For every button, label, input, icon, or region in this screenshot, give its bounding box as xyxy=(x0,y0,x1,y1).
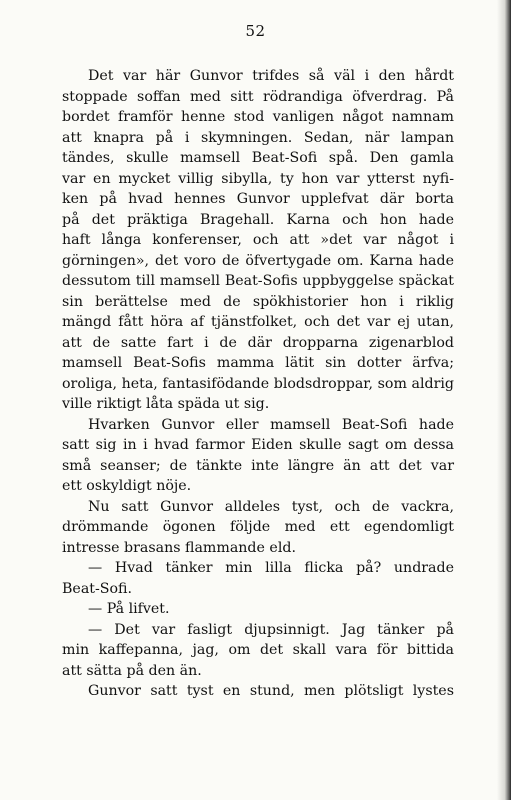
text-line: oroliga, heta, fantasifödande blodsdroppar, som aldrig xyxy=(62,375,454,392)
text-line: sin berättelse med de spökhistorier hon i riklig xyxy=(62,293,454,310)
text-line: tändes, skulle mamsell Beat-Sofi spå. Den gamla xyxy=(62,150,454,166)
page-edge xyxy=(497,0,511,800)
text-line: på det präktiga Bragehall. Karna och hon hade xyxy=(62,211,454,228)
text-line: bordet framför henne stod vanligen något namnam xyxy=(62,109,454,125)
text-line: Beat-Sofi. xyxy=(62,580,133,597)
text-line: mamsell Beat-Sofis mamma lätit sin dotter ärfva; xyxy=(62,355,454,371)
text-line: mängd fått höra af tjänstfolket, och det var ej utan, xyxy=(62,314,454,330)
text-line: Gunvor satt tyst en stund, men plötsligt lystes xyxy=(88,683,454,699)
text-line: att knapra på i skymningen. Sedan, när lampan xyxy=(62,129,454,146)
text-line: min kaffepanna, jag, om det skall vara för bittida xyxy=(62,642,454,658)
text-line: satt sig in i hvad farmor Eiden skulle sagt om dessa xyxy=(62,437,454,453)
text-line: — På lifvet. xyxy=(88,601,170,617)
text-line: ken på hvad hennes Gunvor upplefvat där borta xyxy=(62,191,454,207)
page-number: 52 xyxy=(245,22,266,40)
text-line: drömmande ögonen följde med ett egendomligt xyxy=(62,519,454,535)
text-line: att sätta på den än. xyxy=(62,662,202,679)
text-line: små seanser; de tänkte inte längre än att det var xyxy=(62,457,454,474)
text-line: Det var här Gunvor trifdes så väl i den hårdt xyxy=(88,68,454,84)
text-line: var en mycket villig sibylla, ty hon var ytterst nyfi- xyxy=(62,170,454,187)
text-line: intresse brasans flammande eld. xyxy=(62,539,296,556)
text-line: — Det var fasligt djupsinnigt. Jag tänker på xyxy=(88,621,454,638)
text-line: stoppade soffan med sitt rödrandiga öfverdrag. På xyxy=(62,88,454,105)
text-line: — Hvad tänker min lilla flicka på? undrade xyxy=(88,560,454,576)
text-line: ville riktigt låta späda ut sig. xyxy=(62,396,270,412)
text-line: att de satte fart i de där dropparna zigenarblod xyxy=(62,334,454,351)
text-line: görningen», det voro de öfvertygade om. Karna hade xyxy=(62,252,454,269)
text-line: Nu satt Gunvor alldeles tyst, och de vackra, xyxy=(88,498,454,515)
text-line: ett oskyldigt nöje. xyxy=(62,478,192,494)
body-text xyxy=(62,66,454,702)
text-line: haft långa konferenser, och att »det var något i xyxy=(62,232,454,248)
text-line: dessutom till mamsell Beat-Sofis uppbyggelse späckat xyxy=(62,273,454,289)
text-line: Hvarken Gunvor eller mamsell Beat-Sofi hade xyxy=(88,416,454,433)
